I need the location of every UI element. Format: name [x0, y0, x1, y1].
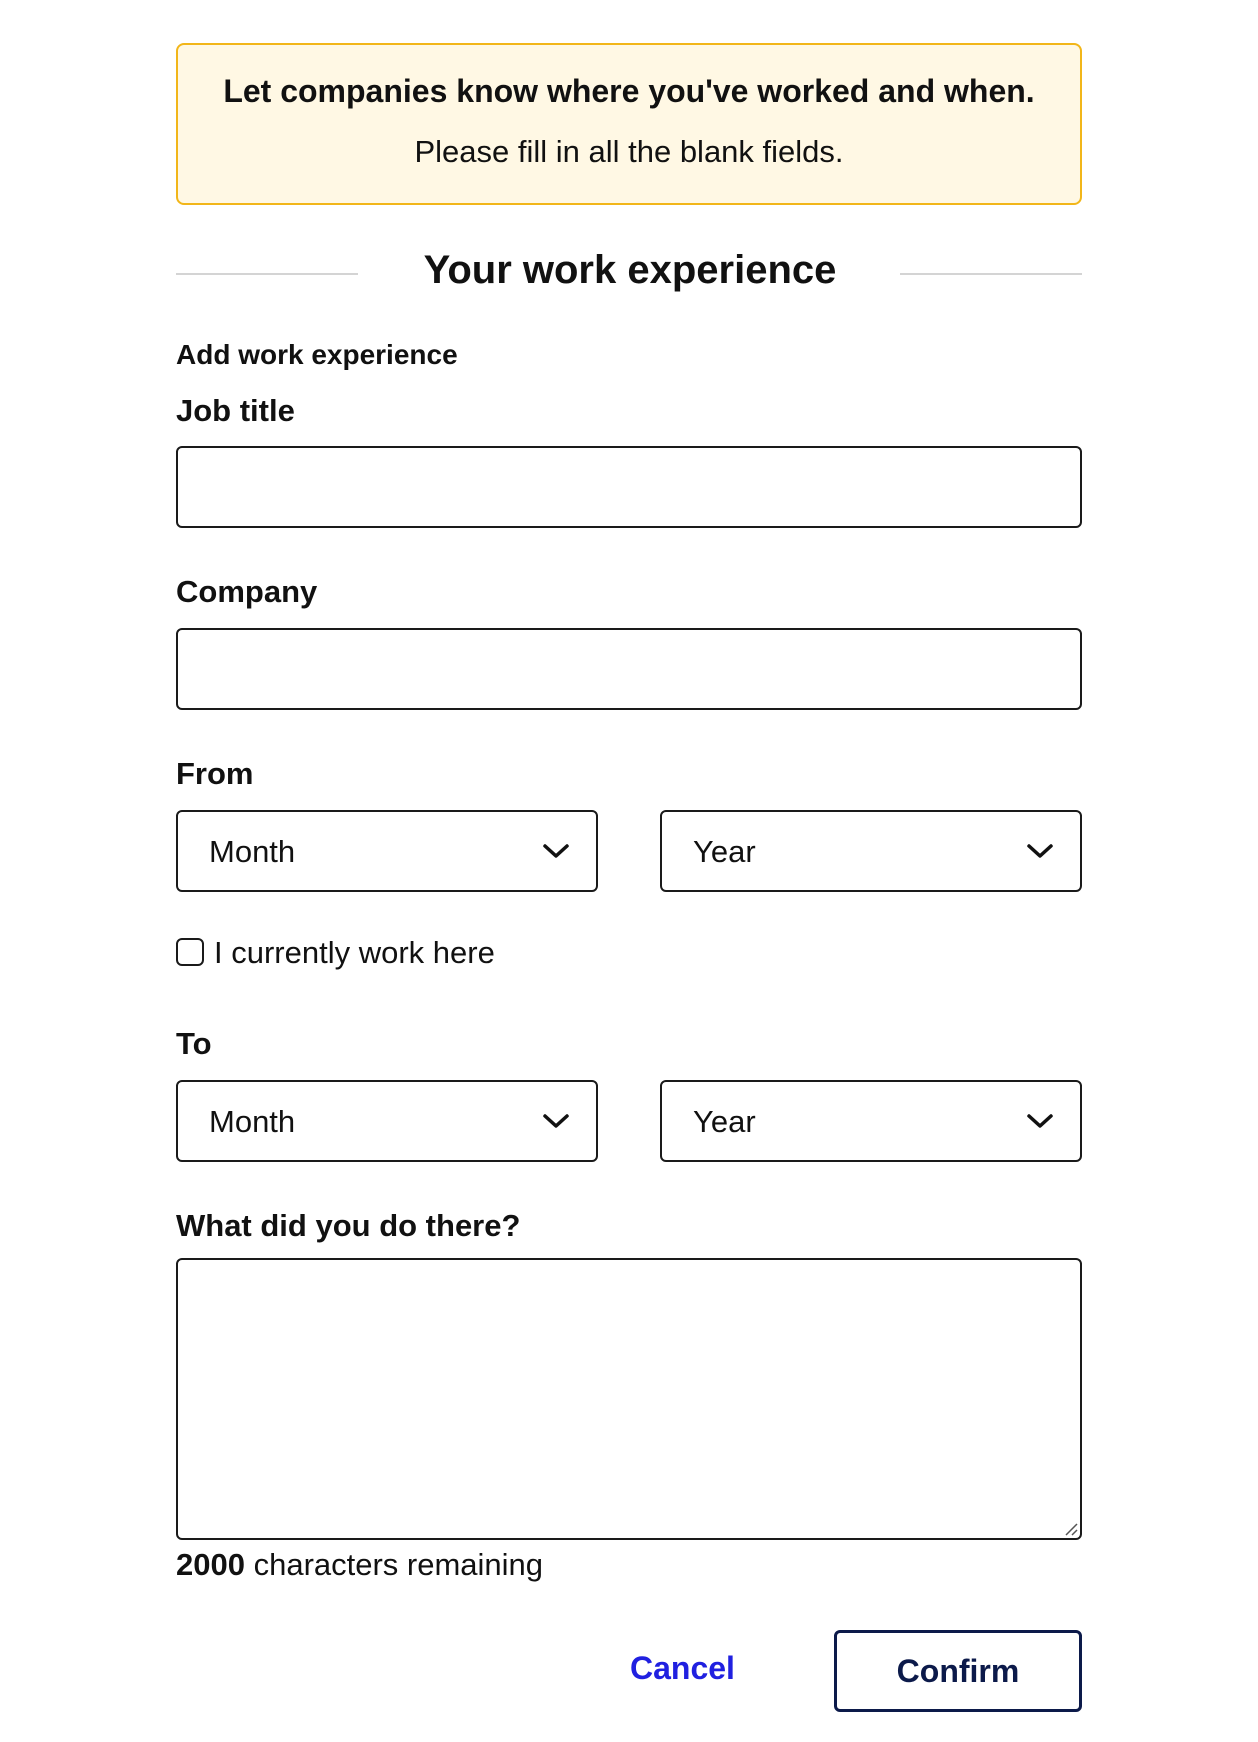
character-count: 2000: [176, 1547, 245, 1582]
divider-left: [176, 273, 358, 275]
to-year-select[interactable]: [660, 1080, 1082, 1162]
cancel-button[interactable]: Cancel: [630, 1650, 735, 1686]
job-title-label: Job title: [176, 393, 295, 428]
add-work-experience-heading: Add work experience: [176, 339, 458, 370]
to-month-value: Month: [209, 1104, 296, 1139]
company-input[interactable]: [176, 628, 1082, 710]
from-label: From: [176, 756, 254, 791]
to-year-value: Year: [693, 1104, 756, 1139]
currently-work-here-label[interactable]: I currently work here: [214, 935, 495, 970]
job-title-input[interactable]: [176, 446, 1082, 528]
from-month-select[interactable]: [176, 810, 598, 892]
info-banner: [176, 43, 1082, 205]
from-year-select[interactable]: [660, 810, 1082, 892]
from-year-value: Year: [693, 834, 756, 869]
chevron-down-icon: [1026, 842, 1054, 860]
to-label: To: [176, 1026, 212, 1061]
chevron-down-icon: [542, 1112, 570, 1130]
company-label: Company: [176, 574, 318, 609]
confirm-button[interactable]: Confirm: [834, 1630, 1082, 1712]
description-label: What did you do there?: [176, 1208, 521, 1243]
chevron-down-icon: [1026, 1112, 1054, 1130]
banner-title: Let companies know where you've worked and when.: [223, 73, 1035, 109]
character-counter-text: characters remaining: [244, 1547, 544, 1582]
section-title: Your work experience: [423, 248, 837, 292]
currently-work-here-checkbox[interactable]: [176, 938, 204, 966]
chevron-down-icon: [542, 842, 570, 860]
banner-subtitle: Please fill in all the blank fields.: [414, 134, 844, 169]
character-counter: [176, 1547, 543, 1583]
description-textarea[interactable]: [176, 1258, 1082, 1540]
from-month-value: Month: [209, 834, 296, 869]
to-month-select[interactable]: [176, 1080, 598, 1162]
resize-handle-icon[interactable]: [1062, 1520, 1078, 1536]
divider-right: [900, 273, 1082, 275]
